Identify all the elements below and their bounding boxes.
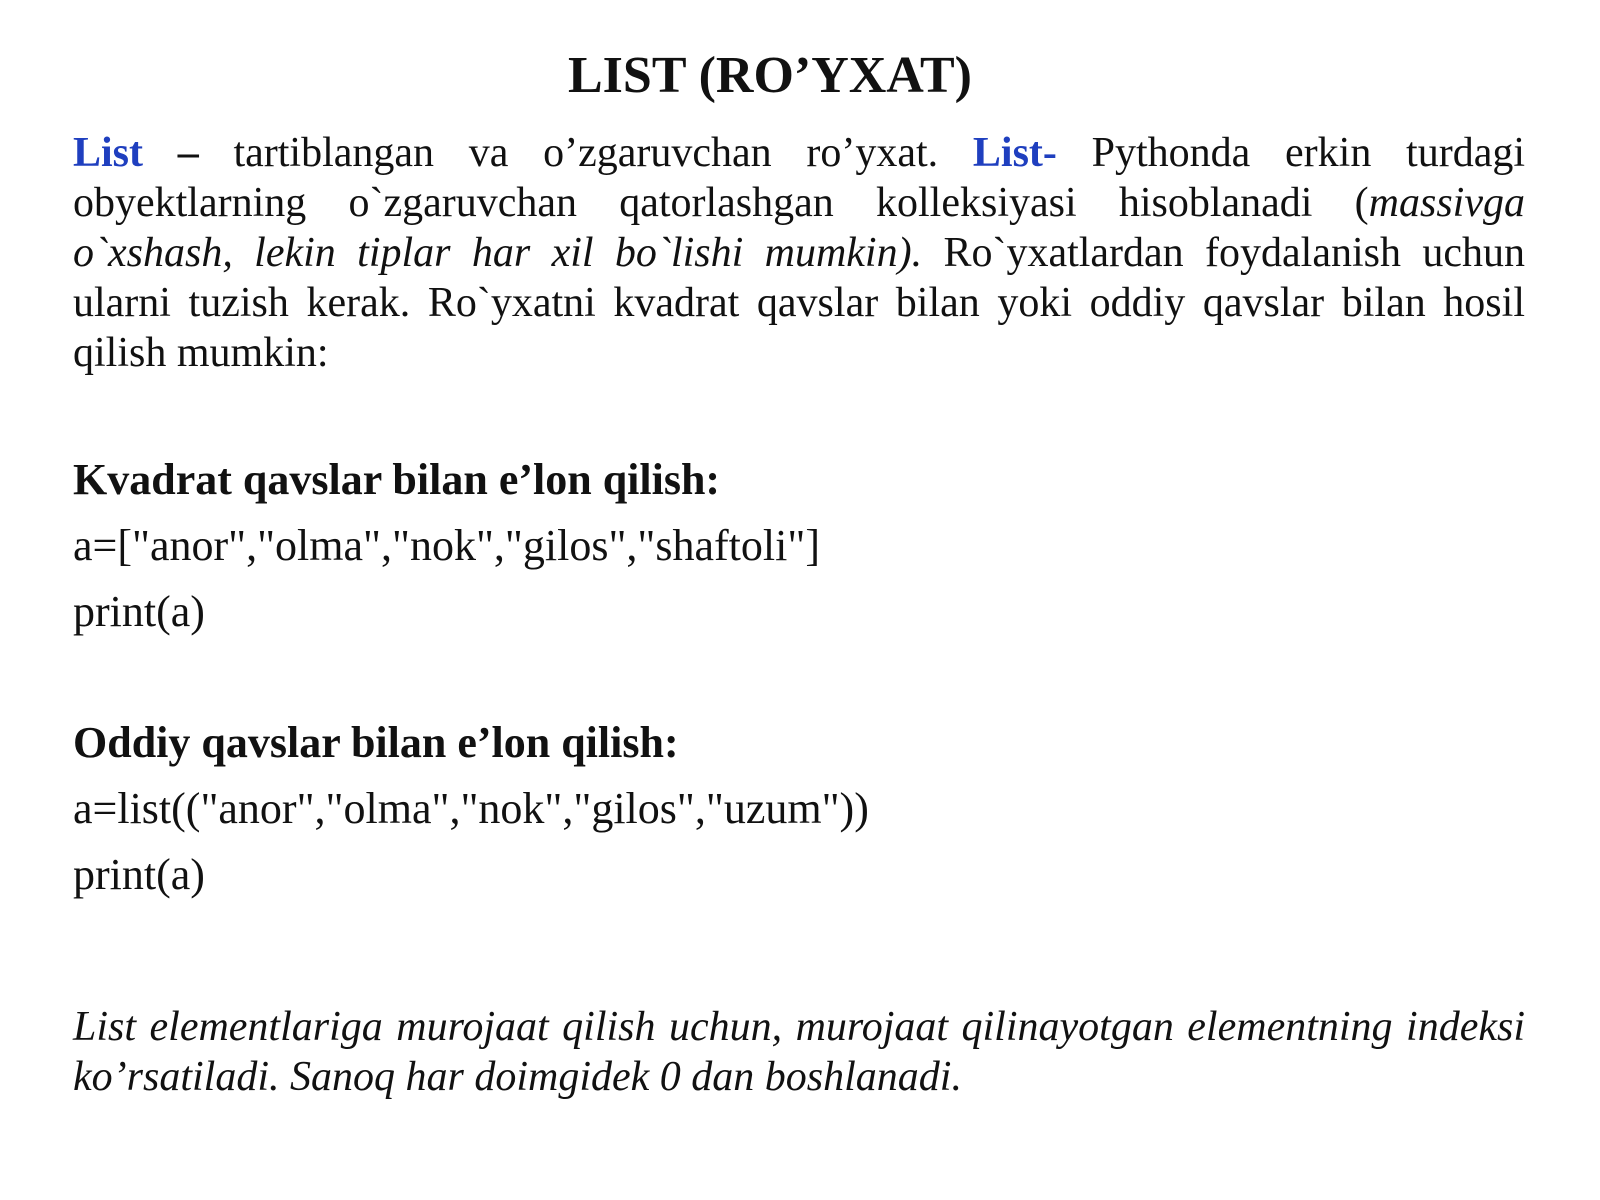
- section-heading-square-brackets: Kvadrat qavslar bilan e’lon qilish:: [73, 455, 721, 504]
- intro-italic-text: massivga o`xshash, lekin tiplar har xil bo`lishi mumkin).: [73, 180, 1525, 276]
- code-line-list-constructor: a=list(("anor","olma","nok","gilos","uzum")): [73, 784, 869, 833]
- index-note: List elementlariga murojaat qilish uchun, murojaat qilinayotgan elementning indeksi ko’rsatiladi. Sanoq har doimgidek 0 dan boshlanadi.: [73, 1004, 1525, 1100]
- code-line-print-2: print(a): [73, 850, 205, 899]
- term-list: List: [73, 130, 144, 176]
- intro-text-2: Pythonda erkin turdagi obyektlarning o`zgaruvchan qatorlashgan kolleksiyasi hisoblanadi (: [73, 130, 1525, 226]
- intro-text-1: tartiblangan va o’zgaruvchan ro’yxat.: [198, 130, 973, 176]
- section-heading-round-brackets: Oddiy qavslar bilan e’lon qilish:: [73, 718, 679, 767]
- term-dash: –: [177, 130, 199, 176]
- code-line-print-1: print(a): [73, 587, 205, 636]
- code-line-list-literal: a=["anor","olma","nok","gilos","shaftoli"]: [73, 521, 820, 570]
- term-list-2: List-: [972, 130, 1057, 176]
- page-title: LIST (RO’YXAT): [567, 47, 972, 104]
- intro-text-3: Ro`yxatlardan foydalanish uchun ularni tuzish kerak. Ro`yxatni kvadrat qavslar bilan yoki oddiy qavslar bilan hosil qilish mumkin:: [73, 230, 1525, 376]
- intro-paragraph: [73, 128, 1525, 378]
